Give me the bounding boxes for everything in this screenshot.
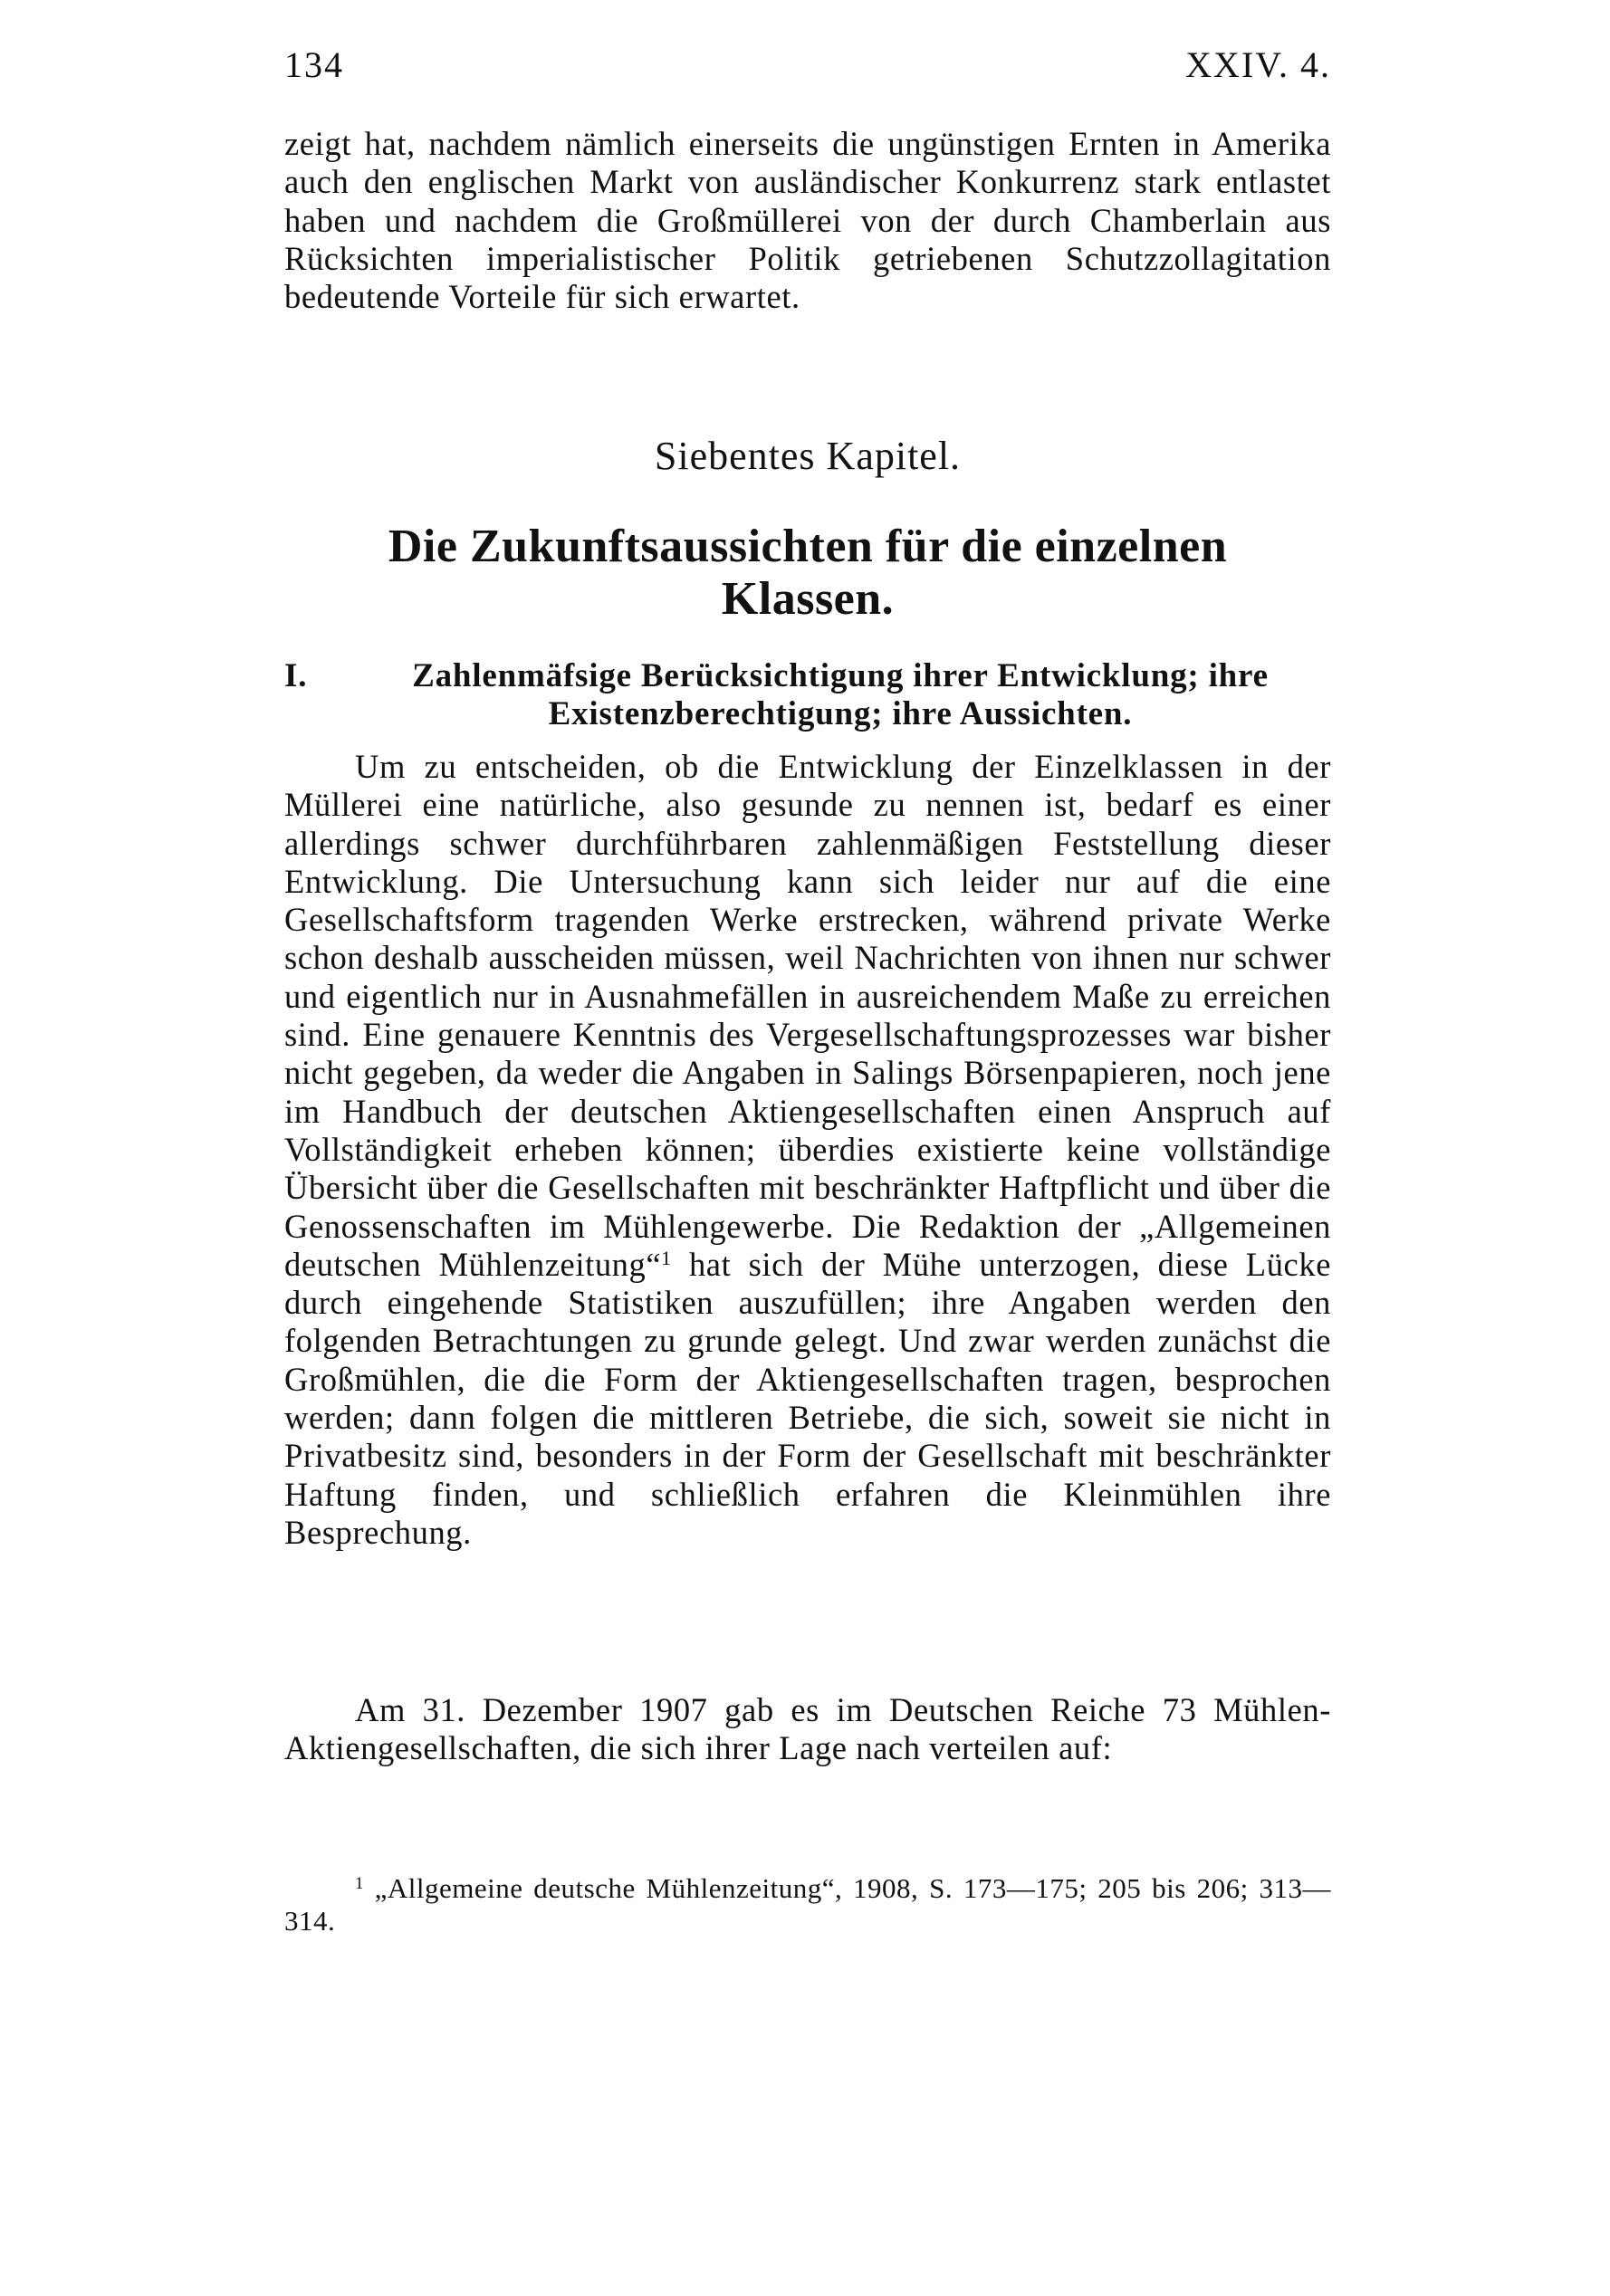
closing-paragraph: Am 31. Dezember 1907 gab es im Deutschen Reiche 73 Mühlen-Aktiengesellschaften, die sich ihrer Lage nach verteilen auf: (284, 1691, 1331, 1767)
footnote (284, 1872, 1331, 1937)
section-number: I. (284, 657, 308, 694)
chapter-number: Siebentes Kapitel. (654, 434, 962, 478)
chapter-title: Die Zukunftsaussichten für die einzelnen Klassen. (388, 521, 1228, 625)
main-paragraph (284, 748, 1331, 1552)
main-paragraph-text-before-note: Um zu entscheiden, ob die Entwicklung der Einzelklassen in der Müllerei eine natürliche, also gesunde zu nennen ist, bedarf es einer allerdings schwer durchführbaren zahlenmäßigen Feststellung dieser Entwicklung. Die Untersuchung kann sich leider nur auf die eine Gesellschaftsform tragenden Werke erstrecken, während private Werke schon deshalb ausscheiden müssen, weil Nachrichten von ihnen nur schwer und eigentlich nur in Ausnahmefällen in ausreichendem Maße zu erreichen sind. Eine genauere Kenntnis des Vergesellschaftungsprozesses war bisher nicht gegeben, da weder die Angaben in Salings Börsenpapieren, noch jene im Handbuch der deutschen Aktiengesellschaften einen Anspruch auf Vollständigkeit erheben können; überdies existierte keine vollständige Übersicht über die Gesellschaften mit beschränkter Haftpflicht und über die Genossenschaften im Mühlengewerbe. Die Redaktion der „Allgemeinen deutschen Mühlenzeitung“ (284, 748, 1331, 1283)
page-number: 134 (284, 44, 344, 85)
section-heading (284, 657, 1331, 733)
section-title: Zahlenmäfsige Berücksichtigung ihrer Entwicklung; ihre Existenzberechtigung; ihre Aussichten. (412, 657, 1269, 732)
running-head (284, 43, 1331, 98)
section-mark: XXIV. 4. (1185, 44, 1331, 85)
footnote-text: „Allgemeine deutsche Mühlenzeitung“, 1908, S. 173—175; 205 bis 206; 313—314. (284, 1872, 1331, 1937)
footnote-marker: 1 (355, 1873, 364, 1893)
footnote-reference: 1 (661, 1246, 672, 1269)
intro-paragraph: zeigt hat, nachdem nämlich einerseits die ungünstigen Ernten in Amerika auch den englischen Markt von ausländischer Konkurrenz stark entlastet haben und nachdem die Großmüllerei von der durch Chamberlain aus Rücksichten imperialistischer Politik getriebenen Schutzzollagitation bedeutende Vorteile für sich erwartet. (284, 125, 1331, 316)
main-paragraph-text-after-note: hat sich der Mühe unterzogen, diese Lücke durch eingehende Statistiken auszufüllen; ihre Angaben werden den folgenden Betrachtungen zu grunde gelegt. Und zwar werden zunächst die Großmühlen, die die Form der Aktiengesellschaften tragen, besprochen werden; dann folgen die mittleren Betriebe, die sich, soweit sie nicht in Privatbesitz sind, besonders in der Form der Gesellschaft mit beschränkter Haftung finden, und schließlich erfahren die Kleinmühlen ihre Besprechung. (284, 1245, 1332, 1551)
